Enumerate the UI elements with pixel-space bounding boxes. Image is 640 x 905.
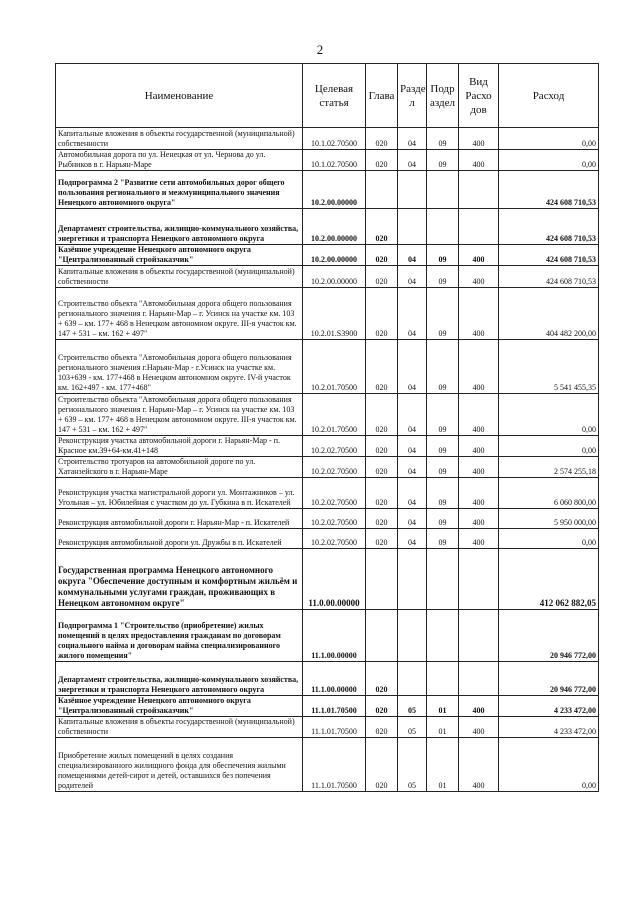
row-amount: 0,00 [499,436,599,457]
row-expense-type: 400 [459,128,499,150]
row-section: 04 [398,436,427,457]
row-target-article: 10.2.02.70500 [303,478,366,509]
row-section: 04 [398,340,427,394]
row-expense-type: 400 [459,529,499,549]
row-name: Подпрограмма 1 "Строительство (приобретение) жилых помещений в целях предоставления гражданам по договорам социального найма и договорам найма специализированного жилого помещения" [56,610,303,662]
row-target-article: 10.2.00.00000 [303,171,366,209]
row-subsection [427,610,459,662]
row-target-article: 10.2.02.70500 [303,529,366,549]
page-number: 2 [316,42,324,57]
table-row [56,662,599,696]
table-row [56,171,599,209]
row-section: 04 [398,128,427,150]
table-row [56,549,599,610]
row-chapter: 020 [366,209,398,245]
row-chapter: 020 [366,529,398,549]
row-expense-type [459,209,499,245]
row-subsection [427,171,459,209]
table-row [56,478,599,509]
row-expense-type: 400 [459,478,499,509]
row-amount: 0,00 [499,529,599,549]
row-subsection: 09 [427,394,459,436]
row-amount: 0,00 [499,128,599,150]
row-chapter [366,171,398,209]
row-target-article: 10.2.02.70500 [303,436,366,457]
row-amount: 5 950 000,00 [499,509,599,529]
row-name: Государственная программа Ненецкого автономного округа "Обеспечение доступным и комфортным жильём и коммунальными услугами граждан, проживающих в Ненецком автономном округе" [56,549,303,610]
row-subsection: 09 [427,436,459,457]
row-chapter: 020 [366,478,398,509]
row-expense-type [459,610,499,662]
row-chapter [366,610,398,662]
row-name: Казённое учреждение Ненецкого автономного округа "Централизованный стройзаказчик" [56,245,303,266]
row-subsection: 09 [427,509,459,529]
row-amount: 412 062 882,05 [499,549,599,610]
row-section [398,171,427,209]
row-expense-type: 400 [459,150,499,171]
row-name: Строительство объекта "Автомобильная дорога общего пользования регионального значения г.Нарьян-Мар - г.Усинск на участке км. 103+639 - км. 177+468 в Ненецком автономном округе. IV-й участок км. 162+497 - км. 177+468" [56,340,303,394]
table-row [56,738,599,792]
row-amount: 424 608 710,53 [499,266,599,288]
row-section [398,209,427,245]
row-chapter: 020 [366,288,398,340]
row-section [398,662,427,696]
row-section: 04 [398,457,427,478]
row-amount: 0,00 [499,738,599,792]
table-row [56,457,599,478]
row-name: Реконструкция участка автомобильной дороги г. Нарьян-Мар - п. Красное км.39+64-км.41+148 [56,436,303,457]
row-name: Приобретение жилых помещений в целях создания специализированного жилищного фонда для обеспечения жилыми помещениями детей-сирот и детей, оставшихся без попечения родителей [56,738,303,792]
row-section: 04 [398,150,427,171]
row-section [398,610,427,662]
row-chapter: 020 [366,245,398,266]
row-section [398,549,427,610]
table-row [56,245,599,266]
row-name: Строительство тротуаров на автомобильной дороге по ул. Хатанзейского в г. Нарьян-Маре [56,457,303,478]
row-subsection: 09 [427,245,459,266]
row-expense-type: 400 [459,266,499,288]
row-subsection: 01 [427,738,459,792]
row-name: Капитальные вложения в объекты государственной (муниципальной) собственности [56,717,303,738]
row-target-article: 10.2.01.70500 [303,394,366,436]
row-chapter: 020 [366,717,398,738]
row-expense-type: 400 [459,509,499,529]
row-chapter: 020 [366,662,398,696]
row-amount: 6 060 800,00 [499,478,599,509]
table-row [56,436,599,457]
table-body [56,128,599,792]
row-target-article: 10.2.00.00000 [303,209,366,245]
row-name: Автомобильная дорога по ул. Ненецкая от ул. Чернова до ул. Рыбников в г. Нарьян-Маре [56,150,303,171]
row-amount: 0,00 [499,394,599,436]
row-subsection [427,209,459,245]
row-subsection [427,549,459,610]
row-chapter: 020 [366,457,398,478]
row-amount: 4 233 472,00 [499,717,599,738]
table-row [56,150,599,171]
row-name: Департамент строительства, жилищно-коммунального хозяйства, энергетики и транспорта Ненецкого автономного округа [56,209,303,245]
row-section: 05 [398,717,427,738]
header-expense-type: Вид Расхо дов [459,64,499,128]
row-amount: 424 608 710,53 [499,171,599,209]
row-name: Строительство объекта "Автомобильная дорога общего пользования регионального значения г. Нарьян-Мар – г. Усинск на участке км. 103 + 639 – км. 177+ 468 в Ненецком автономном округе. III-я участок км. 147 + 531 – км. 162 + 497" [56,394,303,436]
row-expense-type [459,549,499,610]
row-amount: 4 233 472,00 [499,696,599,717]
row-expense-type: 400 [459,394,499,436]
row-subsection: 09 [427,288,459,340]
header-chapter: Глава [366,64,398,128]
row-amount: 424 608 710,53 [499,245,599,266]
row-amount: 20 946 772,00 [499,662,599,696]
table-row [56,394,599,436]
row-expense-type: 400 [459,436,499,457]
table-row [56,266,599,288]
header-name: Наименование [56,64,303,128]
row-amount: 0,00 [499,150,599,171]
row-chapter: 020 [366,150,398,171]
row-section: 04 [398,288,427,340]
table-row [56,128,599,150]
row-target-article: 11.1.01.70500 [303,738,366,792]
row-amount: 2 574 255,18 [499,457,599,478]
row-chapter: 020 [366,340,398,394]
row-subsection: 09 [427,457,459,478]
row-amount: 20 946 772,00 [499,610,599,662]
row-expense-type [459,662,499,696]
table-row [56,717,599,738]
row-expense-type: 400 [459,340,499,394]
header-section: Разде л [398,64,427,128]
row-name: Подпрограмма 2 "Развитие сети автомобильных дорог общего пользования регионального и межмуниципального значения Ненецкого автономного округа" [56,171,303,209]
row-subsection: 09 [427,128,459,150]
header-amount: Расход [499,64,599,128]
row-name: Капитальные вложения в объекты государственной (муниципальной) собственности [56,128,303,150]
row-target-article: 10.1.02.70500 [303,150,366,171]
row-expense-type: 400 [459,717,499,738]
row-target-article: 11.1.01.70500 [303,717,366,738]
row-target-article: 10.2.00.00000 [303,245,366,266]
row-expense-type: 400 [459,288,499,340]
row-amount: 5 541 455,35 [499,340,599,394]
row-subsection [427,662,459,696]
row-subsection: 09 [427,340,459,394]
row-chapter: 020 [366,436,398,457]
row-expense-type: 400 [459,245,499,266]
table-row [56,509,599,529]
row-section: 05 [398,738,427,792]
table-row [56,340,599,394]
row-chapter: 020 [366,738,398,792]
row-name: Реконструкция автомобильной дороги ул. Дружбы в п. Искателей [56,529,303,549]
table-row [56,696,599,717]
row-subsection: 01 [427,717,459,738]
row-chapter: 020 [366,509,398,529]
row-section: 04 [398,266,427,288]
row-expense-type: 400 [459,696,499,717]
row-section: 04 [398,509,427,529]
row-name: Департамент строительства, жилищно-коммунального хозяйства, энергетики и транспорта Ненецкого автономного округа [56,662,303,696]
table-row [56,610,599,662]
row-chapter: 020 [366,128,398,150]
row-target-article: 10.2.01.70500 [303,340,366,394]
row-expense-type: 400 [459,457,499,478]
row-name: Строительство объекта "Автомобильная дорога общего пользования регионального значения г. Нарьян-Мар – г. Усинск на участке км. 103 + 639 – км. 177+ 468 в Ненецком автономном округе. III-я участок км. 147 + 531 – км. 162 + 497" [56,288,303,340]
row-section: 04 [398,529,427,549]
row-target-article: 11.0.00.00000 [303,549,366,610]
row-target-article: 10.2.01.S3900 [303,288,366,340]
header-subsection: Подр аздел [427,64,459,128]
row-expense-type: 400 [459,738,499,792]
row-name: Капитальные вложения в объекты государственной (муниципальной) собственности [56,266,303,288]
row-section: 04 [398,394,427,436]
row-name: Реконструкция участка магистральной дороги ул. Монтажников – ул. Угольная – ул. Юбилейная с участком до ул. Губкина в п. Искателей [56,478,303,509]
row-amount: 424 608 710,53 [499,209,599,245]
budget-table [55,63,599,792]
row-target-article: 10.2.02.70500 [303,509,366,529]
row-target-article: 10.2.02.70500 [303,457,366,478]
row-subsection: 09 [427,529,459,549]
row-section: 05 [398,696,427,717]
row-target-article: 11.1.01.70500 [303,696,366,717]
row-target-article: 10.2.00.00000 [303,266,366,288]
row-chapter: 020 [366,394,398,436]
row-chapter: 020 [366,266,398,288]
table-row [56,288,599,340]
header-target-article: Целевая статья [303,64,366,128]
row-subsection: 09 [427,266,459,288]
row-name: Казённое учреждение Ненецкого автономного округа "Централизованный стройзаказчик" [56,696,303,717]
row-chapter [366,549,398,610]
row-section: 04 [398,245,427,266]
table-header-row [56,64,599,128]
table-row [56,529,599,549]
row-amount: 404 482 200,00 [499,288,599,340]
row-chapter: 020 [366,696,398,717]
row-subsection: 01 [427,696,459,717]
row-section: 04 [398,478,427,509]
row-subsection: 09 [427,478,459,509]
row-subsection: 09 [427,150,459,171]
row-target-article: 10.1.02.70500 [303,128,366,150]
row-target-article: 11.1.00.00000 [303,662,366,696]
table-row [56,209,599,245]
row-target-article: 11.1.00.00000 [303,610,366,662]
row-name: Реконструкция автомобильной дороги г. Нарьян-Мар - п. Искателей [56,509,303,529]
row-expense-type [459,171,499,209]
